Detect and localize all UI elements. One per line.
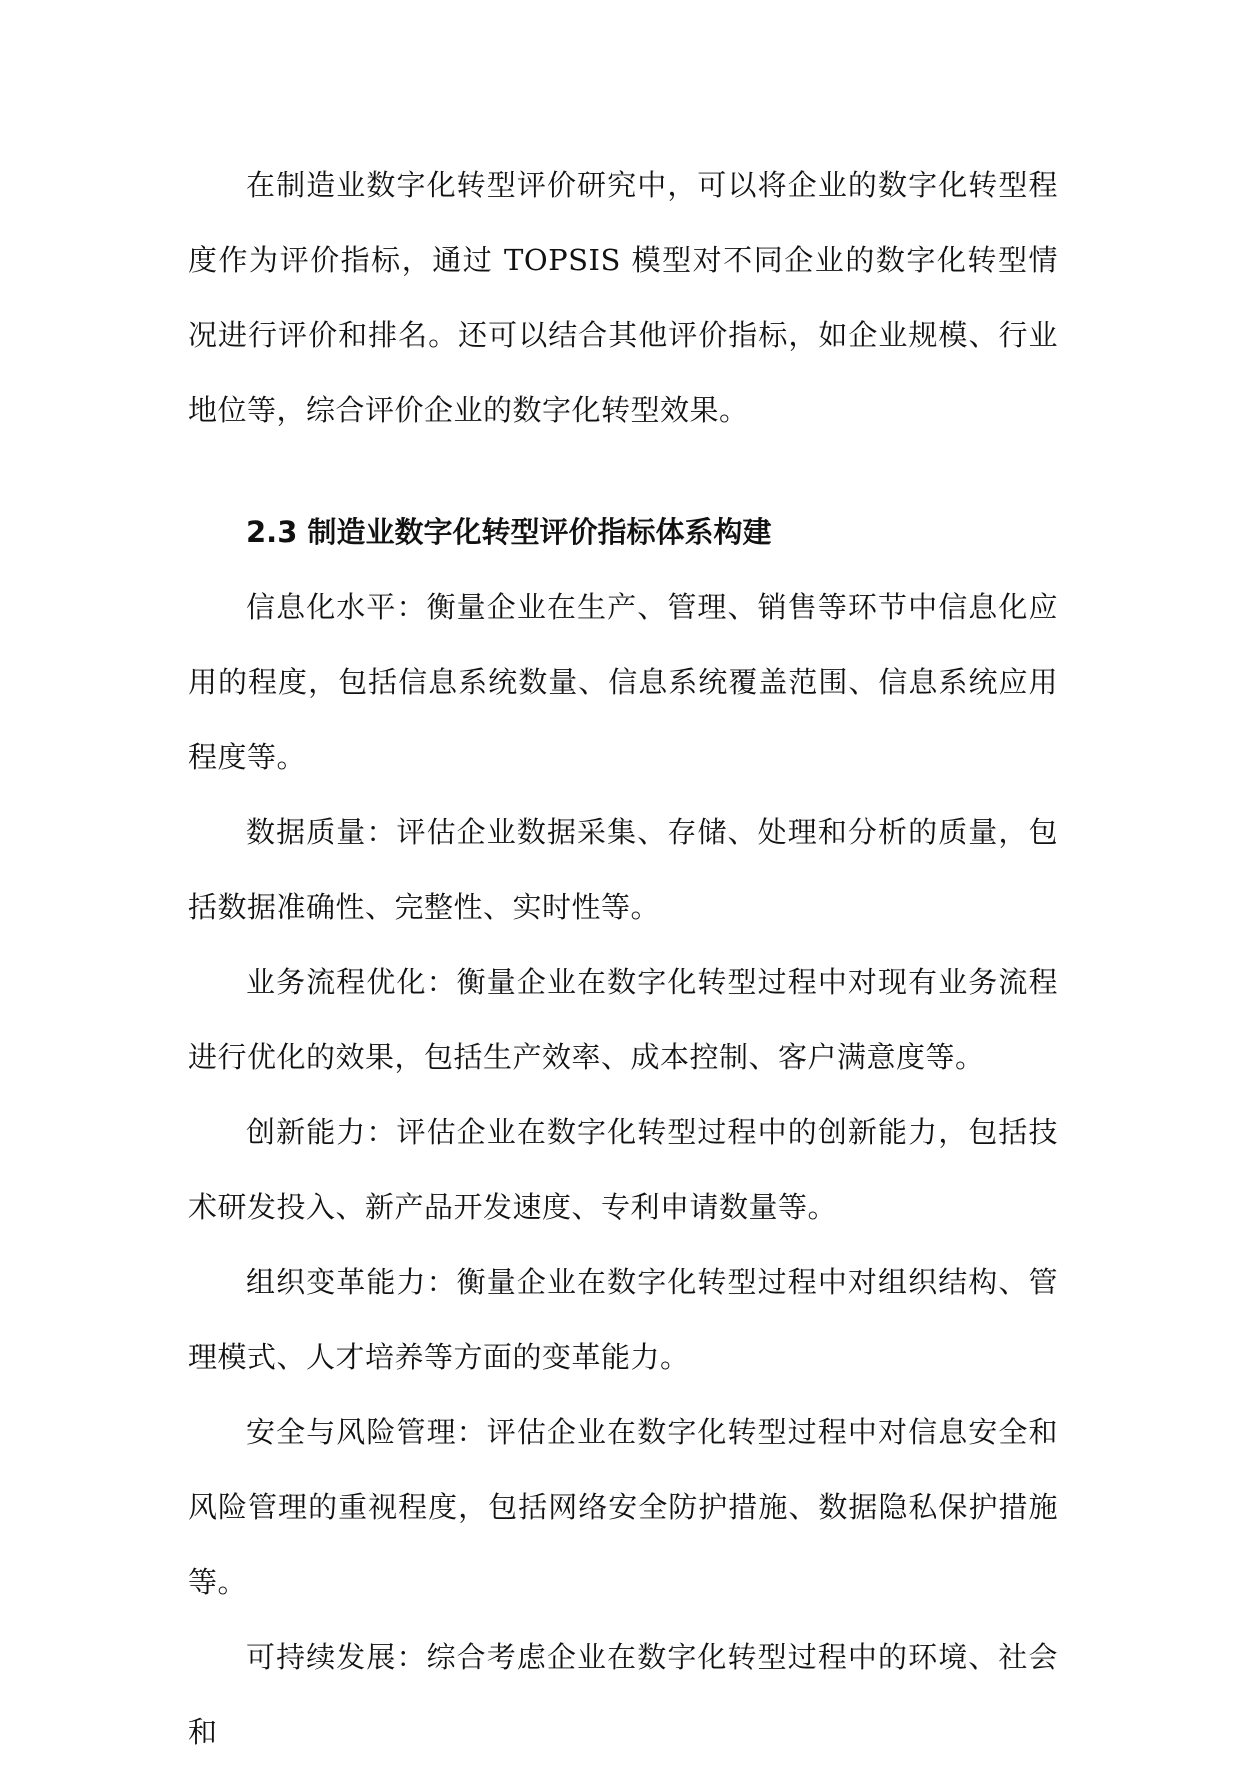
paragraph-data-quality: 数据质量：评估企业数据采集、存储、处理和分析的质量，包括数据准确性、完整性、实时性等。 — [188, 815, 1058, 924]
document-body — [188, 148, 1058, 1770]
paragraph-organizational-change: 组织变革能力：衡量企业在数字化转型过程中对组织结构、管理模式、人才培养等方面的变革能力。 — [188, 1265, 1058, 1374]
intro-paragraph: 在制造业数字化转型评价研究中，可以将企业的数字化转型程度作为评价指标，通过 TOPSIS 模型对不同企业的数字化转型情况进行评价和排名。还可以结合其他评价指标，如企业规模、行业地位等，综合评价企业的数字化转型效果。 — [188, 168, 1058, 427]
paragraph-process-optimization: 业务流程优化：衡量企业在数字化转型过程中对现有业务流程进行优化的效果，包括生产效率、成本控制、客户满意度等。 — [188, 965, 1058, 1074]
paragraph-sustainability: 可持续发展：综合考虑企业在数字化转型过程中的环境、社会和 — [188, 1640, 1058, 1749]
paragraph-informatization: 信息化水平：衡量企业在生产、管理、销售等环节中信息化应用的程度，包括信息系统数量、信息系统覆盖范围、信息系统应用程度等。 — [188, 590, 1058, 774]
paragraph-security-risk: 安全与风险管理：评估企业在数字化转型过程中对信息安全和风险管理的重视程度，包括网络安全防护措施、数据隐私保护措施等。 — [188, 1415, 1058, 1599]
section-heading: 2.3 制造业数字化转型评价指标体系构建 — [246, 515, 772, 549]
paragraph-innovation: 创新能力：评估企业在数字化转型过程中的创新能力，包括技术研发投入、新产品开发速度、专利申请数量等。 — [188, 1115, 1058, 1224]
